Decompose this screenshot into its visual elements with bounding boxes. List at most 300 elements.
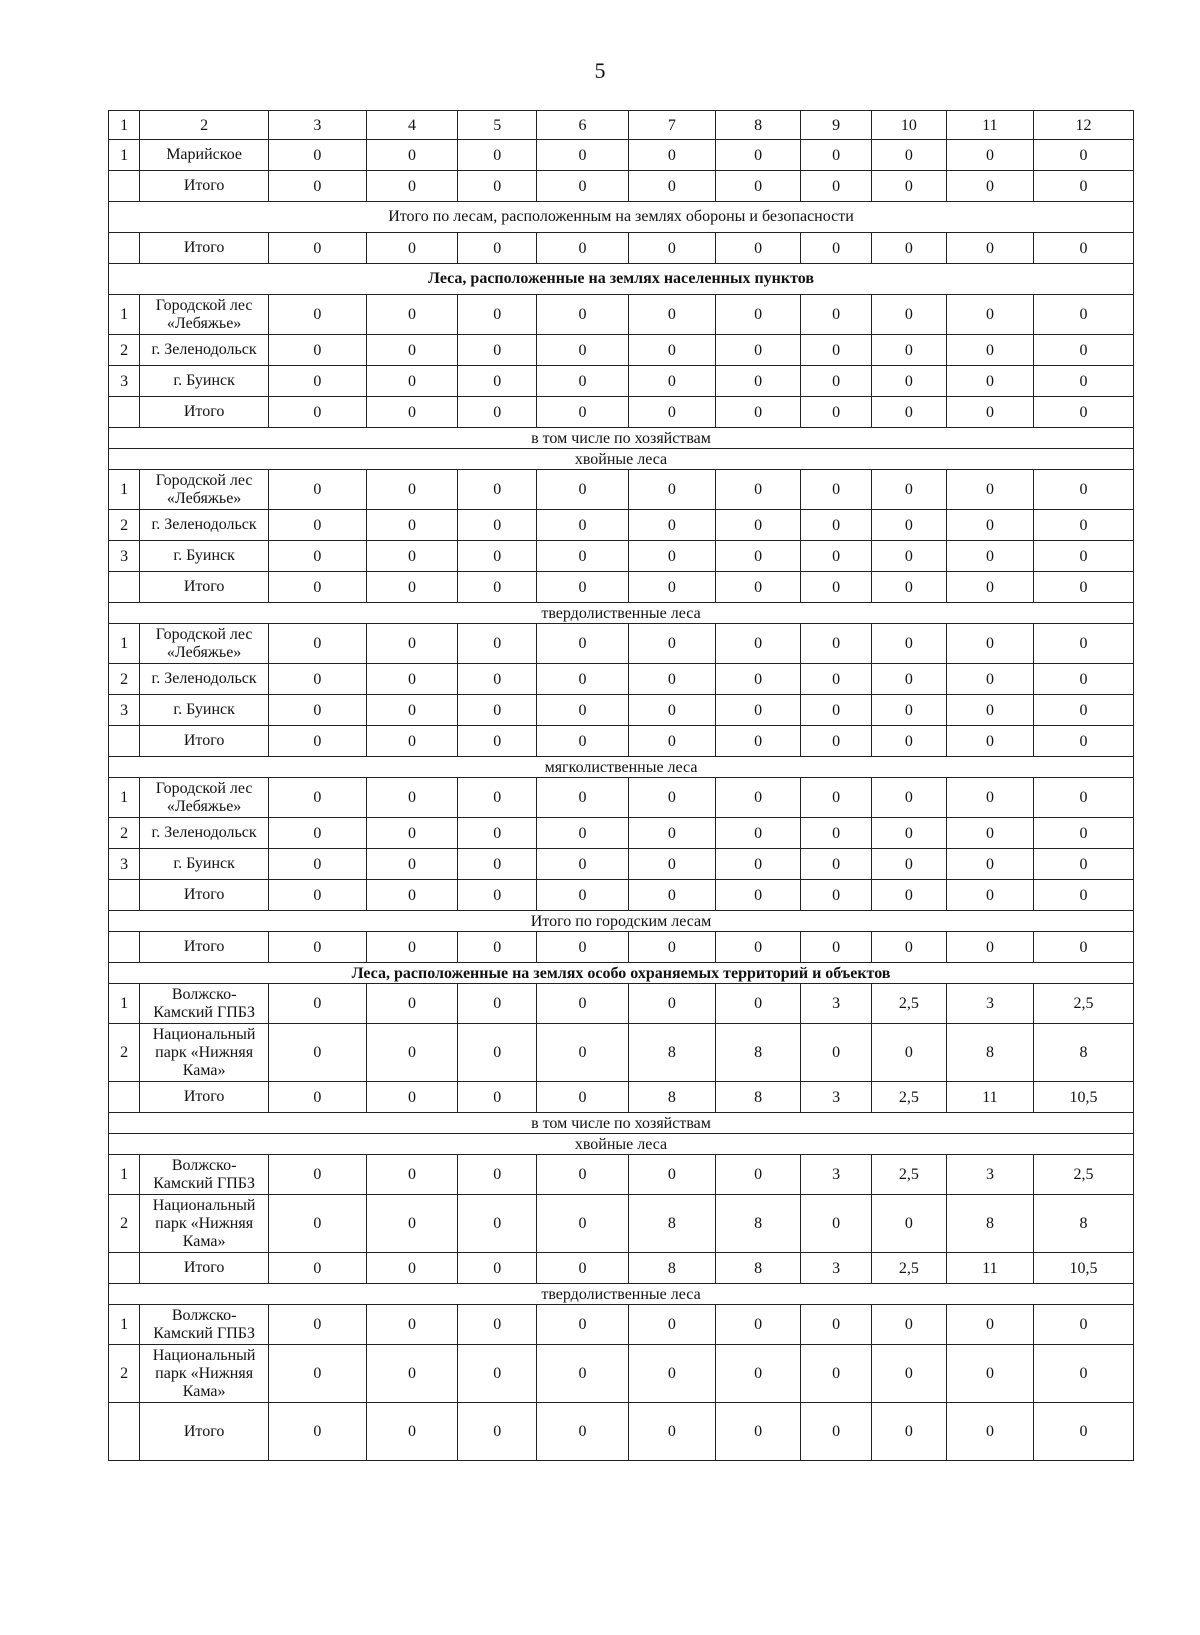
value-cell: 0 (269, 880, 367, 911)
value-cell: 0 (946, 880, 1033, 911)
value-cell: 0 (871, 335, 946, 366)
section-header-row (109, 1134, 1134, 1155)
value-cell: 0 (366, 726, 457, 757)
value-cell: 2,5 (871, 984, 946, 1024)
value-cell: 0 (269, 470, 367, 510)
section-header-row (109, 911, 1134, 932)
value-cell: 0 (716, 849, 801, 880)
section-header-row (109, 1284, 1134, 1305)
section-header-row (109, 1113, 1134, 1134)
value-cell: 0 (366, 397, 457, 428)
value-cell: 0 (269, 1195, 367, 1253)
name-cell: г. Буинск (140, 849, 269, 880)
value-cell: 0 (537, 1024, 628, 1082)
value-cell: 0 (366, 470, 457, 510)
row-number-cell (109, 572, 140, 603)
value-cell: 0 (1034, 510, 1134, 541)
value-cell: 0 (716, 695, 801, 726)
header-cell: 1 (109, 111, 140, 140)
section-header-row (109, 603, 1134, 624)
name-cell: Итого (140, 1253, 269, 1284)
value-cell: 0 (716, 335, 801, 366)
table-row (109, 695, 1134, 726)
value-cell: 0 (801, 778, 872, 818)
value-cell: 0 (537, 1345, 628, 1403)
value-cell: 0 (458, 171, 537, 202)
value-cell: 0 (716, 1305, 801, 1345)
value-cell: 8 (628, 1195, 715, 1253)
value-cell: 0 (946, 664, 1033, 695)
value-cell: 0 (716, 295, 801, 335)
value-cell: 0 (716, 572, 801, 603)
value-cell: 0 (537, 1305, 628, 1345)
value-cell: 0 (946, 778, 1033, 818)
name-cell: Национальный парк «Нижняя Кама» (140, 1195, 269, 1253)
value-cell: 0 (537, 510, 628, 541)
value-cell: 0 (269, 778, 367, 818)
value-cell: 0 (871, 140, 946, 171)
value-cell: 0 (366, 510, 457, 541)
value-cell: 0 (366, 1253, 457, 1284)
value-cell: 0 (537, 726, 628, 757)
value-cell: 0 (1034, 1345, 1134, 1403)
value-cell: 0 (458, 880, 537, 911)
value-cell: 0 (458, 1305, 537, 1345)
value-cell: 0 (458, 1024, 537, 1082)
value-cell: 0 (1034, 664, 1134, 695)
header-cell: 3 (269, 111, 367, 140)
value-cell: 0 (801, 1345, 872, 1403)
section-header-row (109, 757, 1134, 778)
value-cell: 0 (871, 726, 946, 757)
value-cell: 0 (537, 984, 628, 1024)
name-cell: Волжско-Камский ГПБЗ (140, 1305, 269, 1345)
table-row (109, 397, 1134, 428)
value-cell: 10,5 (1034, 1253, 1134, 1284)
value-cell: 0 (871, 1195, 946, 1253)
value-cell: 0 (628, 1155, 715, 1195)
value-cell: 8 (716, 1082, 801, 1113)
value-cell: 0 (458, 233, 537, 264)
value-cell: 0 (269, 366, 367, 397)
value-cell: 0 (716, 726, 801, 757)
value-cell: 8 (716, 1253, 801, 1284)
value-cell: 0 (366, 233, 457, 264)
value-cell: 3 (946, 984, 1033, 1024)
header-cell: 9 (801, 111, 872, 140)
value-cell: 0 (716, 233, 801, 264)
value-cell: 0 (366, 572, 457, 603)
value-cell: 0 (946, 470, 1033, 510)
value-cell: 0 (458, 984, 537, 1024)
value-cell: 0 (801, 624, 872, 664)
value-cell: 0 (1034, 778, 1134, 818)
value-cell: 0 (269, 572, 367, 603)
value-cell: 0 (871, 171, 946, 202)
section-title: мягколиственные леса (109, 757, 1134, 778)
value-cell: 0 (458, 778, 537, 818)
value-cell: 0 (366, 880, 457, 911)
header-cell: 6 (537, 111, 628, 140)
value-cell: 0 (458, 1345, 537, 1403)
value-cell: 0 (537, 778, 628, 818)
value-cell: 0 (716, 541, 801, 572)
value-cell: 0 (1034, 880, 1134, 911)
value-cell: 8 (716, 1195, 801, 1253)
table-row (109, 932, 1134, 963)
value-cell: 0 (1034, 1403, 1134, 1461)
value-cell: 0 (946, 140, 1033, 171)
value-cell: 0 (366, 1082, 457, 1113)
header-cell: 11 (946, 111, 1033, 140)
value-cell: 2,5 (871, 1253, 946, 1284)
value-cell: 0 (946, 1345, 1033, 1403)
value-cell: 0 (537, 295, 628, 335)
value-cell: 2,5 (871, 1082, 946, 1113)
value-cell: 10,5 (1034, 1082, 1134, 1113)
value-cell: 0 (801, 366, 872, 397)
value-cell: 3 (801, 984, 872, 1024)
value-cell: 0 (366, 818, 457, 849)
section-header-row (109, 428, 1134, 449)
name-cell: Городской лес «Лебяжье» (140, 470, 269, 510)
value-cell: 0 (537, 932, 628, 963)
row-number-cell (109, 1403, 140, 1461)
value-cell: 0 (871, 397, 946, 428)
value-cell: 0 (458, 510, 537, 541)
value-cell: 0 (946, 624, 1033, 664)
section-title: Леса, расположенные на землях населенных пунктов (109, 264, 1134, 295)
value-cell: 0 (269, 541, 367, 572)
table-row (109, 541, 1134, 572)
value-cell: 0 (628, 984, 715, 1024)
table-row (109, 1024, 1134, 1082)
row-number-cell (109, 1253, 140, 1284)
value-cell: 8 (628, 1024, 715, 1082)
name-cell: Волжско-Камский ГПБЗ (140, 1155, 269, 1195)
value-cell: 0 (871, 470, 946, 510)
value-cell: 0 (801, 140, 872, 171)
table-row (109, 778, 1134, 818)
value-cell: 8 (628, 1253, 715, 1284)
value-cell: 0 (366, 335, 457, 366)
value-cell: 0 (1034, 932, 1134, 963)
value-cell: 0 (628, 470, 715, 510)
value-cell: 0 (537, 1403, 628, 1461)
value-cell: 0 (946, 726, 1033, 757)
value-cell: 0 (801, 932, 872, 963)
header-cell: 12 (1034, 111, 1134, 140)
name-cell: Волжско-Камский ГПБЗ (140, 984, 269, 1024)
row-number-cell: 1 (109, 295, 140, 335)
value-cell: 2,5 (1034, 984, 1134, 1024)
header-row (109, 111, 1134, 140)
value-cell: 0 (269, 849, 367, 880)
value-cell: 0 (537, 541, 628, 572)
value-cell: 0 (946, 932, 1033, 963)
value-cell: 0 (537, 366, 628, 397)
value-cell: 0 (871, 818, 946, 849)
value-cell: 0 (458, 695, 537, 726)
value-cell: 0 (946, 1305, 1033, 1345)
table-row (109, 624, 1134, 664)
name-cell: Итого (140, 233, 269, 264)
value-cell: 0 (269, 664, 367, 695)
value-cell: 0 (716, 510, 801, 541)
header-cell: 4 (366, 111, 457, 140)
value-cell: 0 (1034, 295, 1134, 335)
value-cell: 0 (458, 541, 537, 572)
value-cell: 0 (628, 233, 715, 264)
row-number-cell: 1 (109, 470, 140, 510)
value-cell: 0 (458, 664, 537, 695)
value-cell: 0 (628, 932, 715, 963)
value-cell: 0 (269, 510, 367, 541)
table-row (109, 335, 1134, 366)
name-cell: Итого (140, 397, 269, 428)
row-number-cell: 3 (109, 695, 140, 726)
value-cell: 8 (716, 1024, 801, 1082)
value-cell: 0 (366, 295, 457, 335)
value-cell: 0 (366, 1305, 457, 1345)
value-cell: 0 (537, 1195, 628, 1253)
value-cell: 0 (269, 1155, 367, 1195)
row-number-cell: 2 (109, 1024, 140, 1082)
value-cell: 0 (1034, 726, 1134, 757)
table-row (109, 510, 1134, 541)
value-cell: 0 (366, 1024, 457, 1082)
value-cell: 0 (801, 726, 872, 757)
row-number-cell: 1 (109, 140, 140, 171)
value-cell: 8 (946, 1195, 1033, 1253)
value-cell: 0 (366, 140, 457, 171)
value-cell: 0 (537, 880, 628, 911)
name-cell: Итого (140, 726, 269, 757)
section-title: твердолиственные леса (109, 603, 1134, 624)
value-cell: 0 (366, 849, 457, 880)
value-cell: 0 (1034, 233, 1134, 264)
row-number-cell (109, 726, 140, 757)
name-cell: Итого (140, 171, 269, 202)
value-cell: 0 (1034, 470, 1134, 510)
value-cell: 0 (871, 572, 946, 603)
value-cell: 0 (871, 880, 946, 911)
value-cell: 0 (269, 233, 367, 264)
table-body (109, 111, 1134, 1461)
value-cell: 0 (801, 818, 872, 849)
value-cell: 0 (537, 397, 628, 428)
value-cell: 0 (628, 366, 715, 397)
value-cell: 0 (537, 1253, 628, 1284)
value-cell: 0 (716, 624, 801, 664)
row-number-cell: 1 (109, 984, 140, 1024)
name-cell: Итого (140, 880, 269, 911)
table-row (109, 295, 1134, 335)
value-cell: 0 (366, 932, 457, 963)
value-cell: 0 (628, 295, 715, 335)
section-header-row (109, 202, 1134, 233)
table-row (109, 1082, 1134, 1113)
value-cell: 0 (269, 1403, 367, 1461)
table-row (109, 1253, 1134, 1284)
value-cell: 0 (871, 778, 946, 818)
value-cell: 0 (628, 849, 715, 880)
table-row (109, 366, 1134, 397)
value-cell: 0 (628, 624, 715, 664)
value-cell: 0 (366, 1345, 457, 1403)
value-cell: 2,5 (871, 1155, 946, 1195)
value-cell: 0 (871, 1345, 946, 1403)
section-title: Итого по городским лесам (109, 911, 1134, 932)
row-number-cell (109, 932, 140, 963)
value-cell: 0 (801, 664, 872, 695)
value-cell: 0 (366, 624, 457, 664)
table-row (109, 818, 1134, 849)
value-cell: 0 (628, 726, 715, 757)
row-number-cell (109, 233, 140, 264)
table-row (109, 233, 1134, 264)
value-cell: 0 (366, 984, 457, 1024)
value-cell: 0 (946, 171, 1033, 202)
value-cell: 0 (1034, 1305, 1134, 1345)
value-cell: 0 (269, 726, 367, 757)
value-cell: 0 (946, 366, 1033, 397)
row-number-cell (109, 171, 140, 202)
value-cell: 0 (366, 541, 457, 572)
name-cell: Итого (140, 932, 269, 963)
value-cell: 8 (1034, 1195, 1134, 1253)
value-cell: 0 (537, 335, 628, 366)
table-row (109, 1195, 1134, 1253)
name-cell: Национальный парк «Нижняя Кама» (140, 1024, 269, 1082)
forest-report-table (108, 110, 1134, 1461)
value-cell: 0 (458, 335, 537, 366)
header-cell: 10 (871, 111, 946, 140)
section-title: хвойные леса (109, 1134, 1134, 1155)
table-row (109, 726, 1134, 757)
value-cell: 0 (716, 366, 801, 397)
value-cell: 0 (628, 510, 715, 541)
value-cell: 0 (871, 932, 946, 963)
name-cell: г. Зеленодольск (140, 664, 269, 695)
value-cell: 0 (537, 233, 628, 264)
value-cell: 0 (269, 932, 367, 963)
value-cell: 2,5 (1034, 1155, 1134, 1195)
page-number: 5 (594, 58, 606, 83)
value-cell: 0 (458, 1155, 537, 1195)
value-cell: 0 (537, 818, 628, 849)
row-number-cell: 1 (109, 624, 140, 664)
value-cell: 0 (366, 695, 457, 726)
value-cell: 0 (716, 778, 801, 818)
value-cell: 0 (628, 818, 715, 849)
value-cell: 0 (458, 1082, 537, 1113)
value-cell: 0 (458, 366, 537, 397)
value-cell: 0 (537, 624, 628, 664)
value-cell: 0 (628, 1345, 715, 1403)
value-cell: 0 (458, 849, 537, 880)
value-cell: 0 (537, 695, 628, 726)
value-cell: 0 (269, 1024, 367, 1082)
value-cell: 0 (946, 335, 1033, 366)
value-cell: 0 (1034, 366, 1134, 397)
value-cell: 0 (801, 295, 872, 335)
value-cell: 0 (801, 335, 872, 366)
value-cell: 0 (1034, 624, 1134, 664)
value-cell: 0 (946, 295, 1033, 335)
value-cell: 0 (269, 295, 367, 335)
value-cell: 8 (946, 1024, 1033, 1082)
value-cell: 3 (801, 1253, 872, 1284)
value-cell: 0 (366, 366, 457, 397)
value-cell: 0 (1034, 818, 1134, 849)
value-cell: 0 (628, 664, 715, 695)
section-title: Леса, расположенные на землях особо охраняемых территорий и объектов (109, 963, 1134, 984)
value-cell: 0 (946, 695, 1033, 726)
header-cell: 2 (140, 111, 269, 140)
row-number-cell: 1 (109, 1305, 140, 1345)
table-row (109, 1403, 1134, 1461)
value-cell: 0 (716, 984, 801, 1024)
row-number-cell: 2 (109, 510, 140, 541)
value-cell: 0 (946, 541, 1033, 572)
name-cell: г. Зеленодольск (140, 818, 269, 849)
row-number-cell: 2 (109, 818, 140, 849)
value-cell: 0 (537, 664, 628, 695)
value-cell: 0 (1034, 140, 1134, 171)
row-number-cell (109, 880, 140, 911)
value-cell: 0 (801, 171, 872, 202)
table-row (109, 664, 1134, 695)
value-cell: 0 (801, 849, 872, 880)
value-cell: 0 (458, 1195, 537, 1253)
value-cell: 0 (269, 140, 367, 171)
row-number-cell: 2 (109, 1345, 140, 1403)
value-cell: 0 (946, 510, 1033, 541)
row-number-cell: 2 (109, 1195, 140, 1253)
name-cell: г. Зеленодольск (140, 335, 269, 366)
value-cell: 0 (537, 572, 628, 603)
value-cell: 0 (871, 1403, 946, 1461)
name-cell: Городской лес «Лебяжье» (140, 778, 269, 818)
value-cell: 0 (537, 470, 628, 510)
value-cell: 0 (871, 295, 946, 335)
value-cell: 0 (871, 624, 946, 664)
value-cell: 0 (871, 1305, 946, 1345)
value-cell: 0 (628, 1305, 715, 1345)
row-number-cell (109, 1082, 140, 1113)
value-cell: 0 (366, 1155, 457, 1195)
value-cell: 0 (1034, 849, 1134, 880)
value-cell: 0 (269, 984, 367, 1024)
value-cell: 0 (269, 624, 367, 664)
value-cell: 0 (716, 880, 801, 911)
value-cell: 0 (716, 1155, 801, 1195)
value-cell: 0 (716, 140, 801, 171)
value-cell: 0 (871, 510, 946, 541)
row-number-cell: 3 (109, 366, 140, 397)
value-cell: 3 (801, 1082, 872, 1113)
value-cell: 0 (801, 1024, 872, 1082)
name-cell: Итого (140, 1403, 269, 1461)
value-cell: 0 (269, 1082, 367, 1113)
value-cell: 0 (946, 233, 1033, 264)
value-cell: 0 (269, 818, 367, 849)
row-number-cell: 2 (109, 664, 140, 695)
value-cell: 0 (946, 397, 1033, 428)
value-cell: 0 (1034, 541, 1134, 572)
value-cell: 0 (458, 818, 537, 849)
